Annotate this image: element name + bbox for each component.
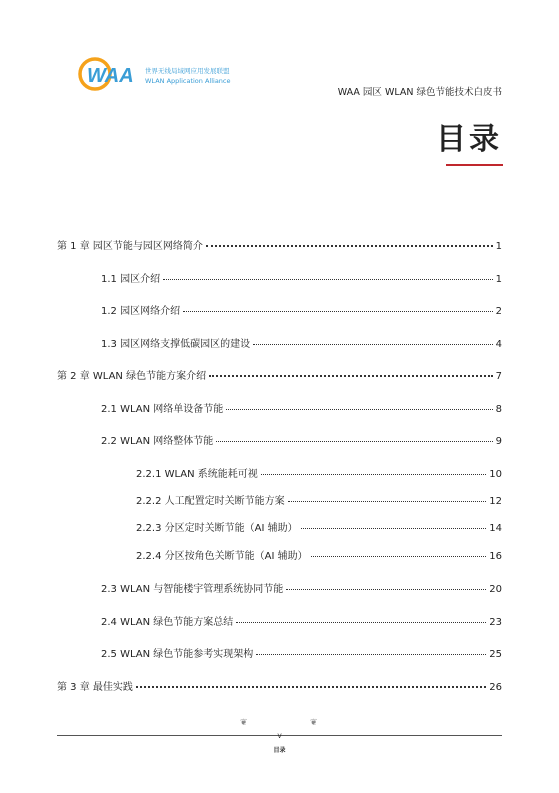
toc-leader — [256, 654, 486, 655]
toc-entry-label: 2.5 WLAN 绿色节能参考实现架构 — [101, 649, 254, 660]
toc-entry-page: 10 — [489, 469, 502, 480]
toc-entry-label: 第 1 章 园区节能与园区网络简介 — [57, 241, 203, 252]
toc-leader — [261, 474, 486, 475]
toc-entry-chapter-2[interactable] — [57, 367, 502, 382]
toc-entry-1-3[interactable] — [101, 335, 502, 350]
toc-entry-2-2[interactable] — [101, 432, 502, 447]
toc-entry-page: 1 — [495, 274, 502, 285]
toc-entry-chapter-1[interactable] — [57, 237, 502, 252]
toc-leader — [163, 279, 493, 280]
toc-entry-label: 2.2 WLAN 网络整体节能 — [101, 436, 214, 447]
toc-leader — [288, 501, 487, 502]
toc-entry-2-4[interactable] — [101, 613, 502, 628]
toc-leader — [253, 344, 493, 345]
logo-cn: 世界无线局域网应用发展联盟 — [145, 67, 230, 75]
toc-entry-page: 12 — [489, 496, 502, 507]
toc-entry-page: 4 — [495, 339, 502, 350]
toc-entry-page: 9 — [495, 436, 502, 447]
toc-heading: 目录 — [436, 122, 502, 157]
toc-entry-label: 第 3 章 最佳实践 — [57, 682, 133, 693]
page-number: V — [277, 733, 282, 740]
toc-entry-page: 16 — [489, 551, 502, 562]
toc-leader — [301, 528, 487, 529]
toc-leader — [216, 441, 492, 442]
toc-entry-page: 7 — [495, 371, 502, 382]
flourish-right-icon: ❦ — [310, 718, 318, 728]
toc-entry-label: 1.2 园区网络介绍 — [101, 306, 181, 317]
document-title: WAA 园区 WLAN 绿色节能技术白皮书 — [337, 87, 502, 98]
toc-entry-label: 2.2.4 分区按角色关断节能（AI 辅助） — [136, 551, 308, 562]
flourish-left-icon: ❦ — [240, 718, 248, 728]
toc-leader — [236, 622, 486, 623]
toc-entry-2-2-4[interactable] — [136, 547, 502, 562]
toc-leader — [136, 686, 486, 688]
toc-entry-label: 2.2.3 分区定时关断节能（AI 辅助） — [136, 523, 298, 534]
toc-entry-2-1[interactable] — [101, 400, 502, 415]
toc-entry-page: 20 — [489, 584, 502, 595]
toc-leader — [183, 311, 493, 312]
logo-mark: WAA — [87, 65, 134, 87]
toc-entry-2-2-2[interactable] — [136, 492, 502, 507]
toc-leader — [209, 375, 493, 377]
toc-entry-1-1[interactable] — [101, 270, 502, 285]
toc-entry-1-2[interactable] — [101, 302, 502, 317]
toc-entry-page: 26 — [489, 682, 502, 693]
toc-entry-label: 1.3 园区网络支撑低碳园区的建设 — [101, 339, 251, 350]
logo-en: WLAN Application Alliance — [145, 77, 231, 85]
toc-entry-page: 1 — [495, 241, 502, 252]
toc-entry-2-3[interactable] — [101, 580, 502, 595]
toc-entry-label: 2.2.1 WLAN 系统能耗可视 — [136, 469, 258, 480]
toc-leader — [206, 245, 493, 247]
toc-leader — [311, 556, 487, 557]
toc-entry-page: 14 — [489, 523, 502, 534]
page-label: 目录 — [273, 747, 286, 754]
toc-entry-2-2-3[interactable] — [136, 519, 502, 534]
toc-entry-label: 第 2 章 WLAN 绿色节能方案介绍 — [57, 371, 207, 382]
toc-entry-page: 8 — [495, 404, 502, 415]
toc-entry-label: 2.3 WLAN 与智能楼宇管理系统协同节能 — [101, 584, 284, 595]
toc-entry-2-5[interactable] — [101, 645, 502, 660]
toc-entry-label: 2.2.2 人工配置定时关断节能方案 — [136, 496, 285, 507]
toc-entry-label: 2.1 WLAN 网络单设备节能 — [101, 404, 224, 415]
toc-entry-label: 2.4 WLAN 绿色节能方案总结 — [101, 617, 234, 628]
toc-entry-page: 25 — [489, 649, 502, 660]
toc-entry-chapter-3[interactable] — [57, 678, 502, 693]
toc-entry-2-2-1[interactable] — [136, 465, 502, 480]
toc-entry-page: 2 — [495, 306, 502, 317]
toc-entry-page: 23 — [489, 617, 502, 628]
toc-leader — [286, 589, 486, 590]
toc-leader — [226, 409, 492, 410]
toc-entry-label: 1.1 园区介绍 — [101, 274, 161, 285]
